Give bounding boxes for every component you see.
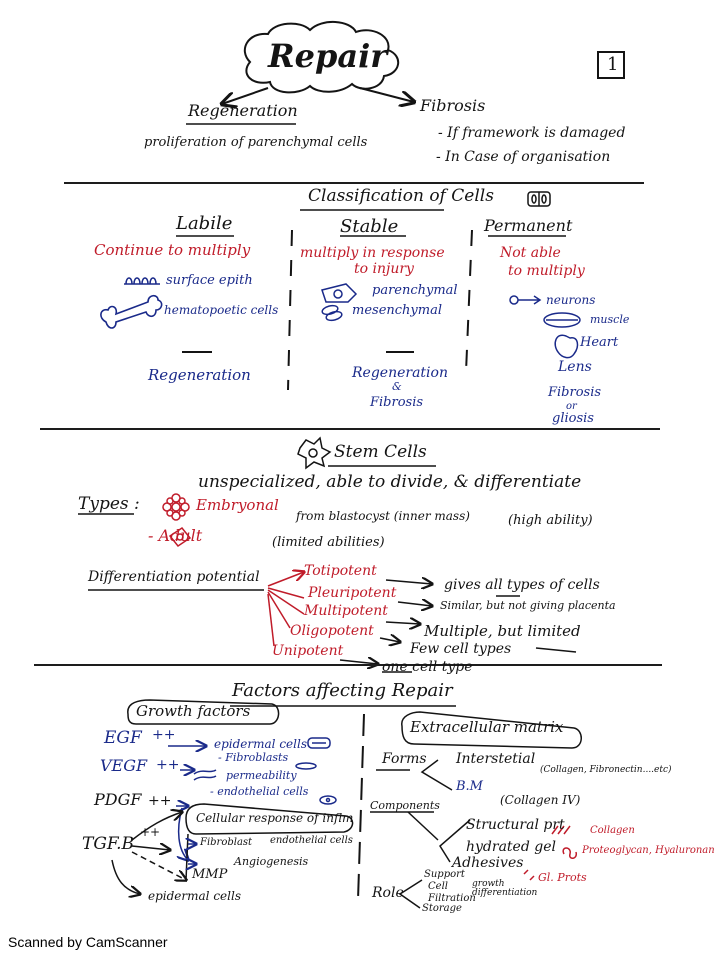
potential-unipotent: Unipotent (272, 643, 344, 659)
vegf-target-2: - endothelial cells (210, 785, 309, 798)
glycoprotein-icon (524, 870, 534, 880)
type-adult-detail: (limited abilities) (272, 535, 385, 550)
tgfb-label: TGF.B (82, 834, 134, 854)
stem-cells-definition: unspecialized, able to divide, & differentiate (198, 472, 582, 492)
stable-label: Stable (340, 216, 399, 237)
stable-outcome-1: Regeneration (352, 365, 448, 381)
role-label: Role (372, 885, 404, 901)
role-cell: Cell (428, 881, 448, 892)
permanent-outcome-3: gliosis (552, 411, 594, 426)
divider-1 (64, 182, 644, 184)
bm-label: B.M (456, 779, 483, 794)
factors-heading: Factors affecting Repair (232, 680, 453, 701)
muscle-icon (544, 313, 580, 327)
permanent-item-lens: Lens (558, 359, 592, 375)
growth-factors-heading: Growth factors (136, 702, 251, 720)
mmp-label: MMP (192, 867, 228, 882)
potential-totipotent: Totipotent (304, 563, 377, 579)
fibroblast-label: Fibroblast (200, 837, 253, 848)
epidermal-icon (308, 738, 330, 748)
scanner-watermark: Scanned by CamScanner (8, 934, 168, 950)
stable-outcome-3: Fibrosis (370, 395, 424, 410)
vegf-target-1: permeability (226, 769, 297, 782)
potential-totipotent-desc: gives all types of cells (444, 577, 600, 593)
page-title: Repair (268, 37, 388, 75)
interstitial-label: Interstetial (456, 751, 536, 767)
component-hydrated-detail: Proteoglycan, Hyaluronan (582, 845, 715, 856)
endothelial-icon (320, 796, 336, 804)
fibrosis-label: Fibrosis (420, 96, 486, 115)
regeneration-label: Regeneration (188, 101, 298, 120)
bm-detail: (Collagen IV) (500, 793, 581, 807)
embryonal-icon (163, 494, 189, 520)
endothelial-label: endothelial cells (270, 835, 353, 846)
permanent-item-heart: Heart (580, 335, 619, 350)
bone-icon (101, 296, 162, 328)
component-adhesives: Adhesives (452, 855, 524, 871)
role-filtration: Filtration (428, 893, 476, 904)
permanent-desc-1: Not able (500, 245, 561, 261)
labile-item-2: hematopoetic cells (164, 303, 279, 317)
labile-label: Labile (176, 213, 233, 234)
parenchymal-icon (322, 284, 356, 302)
angiogenesis-label: Angiogenesis (234, 855, 309, 868)
classification-heading: Classification of Cells (308, 186, 494, 206)
egf-label: EGF (104, 728, 142, 748)
component-structural-detail: Collagen (590, 825, 635, 836)
forms-label: Forms (382, 751, 427, 767)
divider-2 (40, 428, 660, 430)
egf-plus: ++ (152, 727, 176, 743)
fibrosis-point-2: - In Case of organisation (436, 149, 611, 165)
potential-oligopotent: Oligopotent (290, 623, 374, 639)
regeneration-definition: proliferation of parenchymal cells (144, 135, 368, 150)
heart-icon (555, 335, 577, 357)
neuron-icon (510, 296, 540, 304)
permanent-desc-2: to multiply (508, 263, 585, 279)
vessel-icon (194, 770, 216, 780)
type-embryonal: Embryonal (196, 496, 279, 514)
ecm-heading: Extracellular matrix (410, 718, 564, 736)
permanent-label: Permanent (484, 216, 573, 235)
stem-cells-heading: Stem Cells (334, 442, 427, 462)
divider-3 (34, 664, 662, 666)
labile-outcome: Regeneration (148, 366, 251, 384)
differentiation-label: Differentiation potential (88, 569, 260, 585)
component-structural: Structural prt (466, 817, 565, 833)
stable-desc-2: to injury (354, 261, 414, 277)
page-number: 1 (607, 54, 619, 75)
potential-oligopotent-desc: Few cell types (410, 641, 512, 657)
stable-outcome-2: & (392, 380, 402, 393)
stable-item-2: mesenchymal (352, 303, 442, 318)
potential-pleuripotent-desc: Similar, but not giving placenta (440, 599, 616, 612)
potential-unipotent-desc: one cell type (382, 659, 473, 675)
permanent-outcome-2: or (566, 401, 577, 412)
type-adult: - Adult (148, 526, 203, 545)
component-adhesives-detail: Gl. Prots (538, 871, 587, 884)
tgfb-plus: ++ (140, 825, 161, 839)
epidermal-cells-label: epidermal cells (148, 889, 241, 903)
types-label: Types : (78, 494, 140, 514)
vegf-label: VEGF (100, 756, 148, 775)
interstitial-detail: (Collagen, Fibronectin....etc) (540, 765, 672, 775)
pdgf-label: PDGF (94, 790, 142, 809)
labile-desc: Continue to multiply (94, 241, 251, 259)
stem-cell-icon (298, 438, 330, 468)
stable-desc-1: multiply in response (300, 245, 445, 261)
permanent-item-neurons: neurons (546, 293, 596, 307)
epithelium-icon (124, 278, 160, 284)
cell-response-label: Cellular response of inflm (196, 811, 354, 825)
cells-icon (528, 192, 550, 206)
pdgf-plus: ++ (148, 793, 172, 809)
components-label: Components (370, 799, 440, 812)
permanent-outcome-1: Fibrosis (548, 385, 602, 400)
egf-target-2: - Fibroblasts (218, 751, 289, 764)
type-embryonal-detail: from blastocyst (inner mass) (296, 509, 470, 523)
role-storage: Storage (422, 903, 462, 914)
component-hydrated: hydrated gel (466, 839, 556, 855)
proteoglycan-icon (563, 848, 576, 858)
fibroblast-icon (296, 763, 316, 769)
egf-target-1: epidermal cells (214, 737, 307, 751)
vegf-plus: ++ (156, 757, 180, 773)
labile-item-1: surface epith (166, 273, 253, 288)
mesenchymal-icon (321, 304, 343, 322)
role-extra: growth differentiation (472, 879, 538, 898)
permanent-item-muscle: muscle (590, 313, 630, 326)
potential-pleuripotent: Pleuripotent (308, 585, 397, 601)
stable-item-1: parenchymal (372, 283, 458, 298)
type-embryonal-ability: (high ability) (508, 513, 593, 528)
fibrosis-point-1: - If framework is damaged (438, 125, 626, 141)
potential-multipotent: Multipotent (304, 603, 388, 619)
role-support: Support (424, 869, 465, 880)
potential-multipotent-desc: Multiple, but limited (424, 622, 581, 640)
